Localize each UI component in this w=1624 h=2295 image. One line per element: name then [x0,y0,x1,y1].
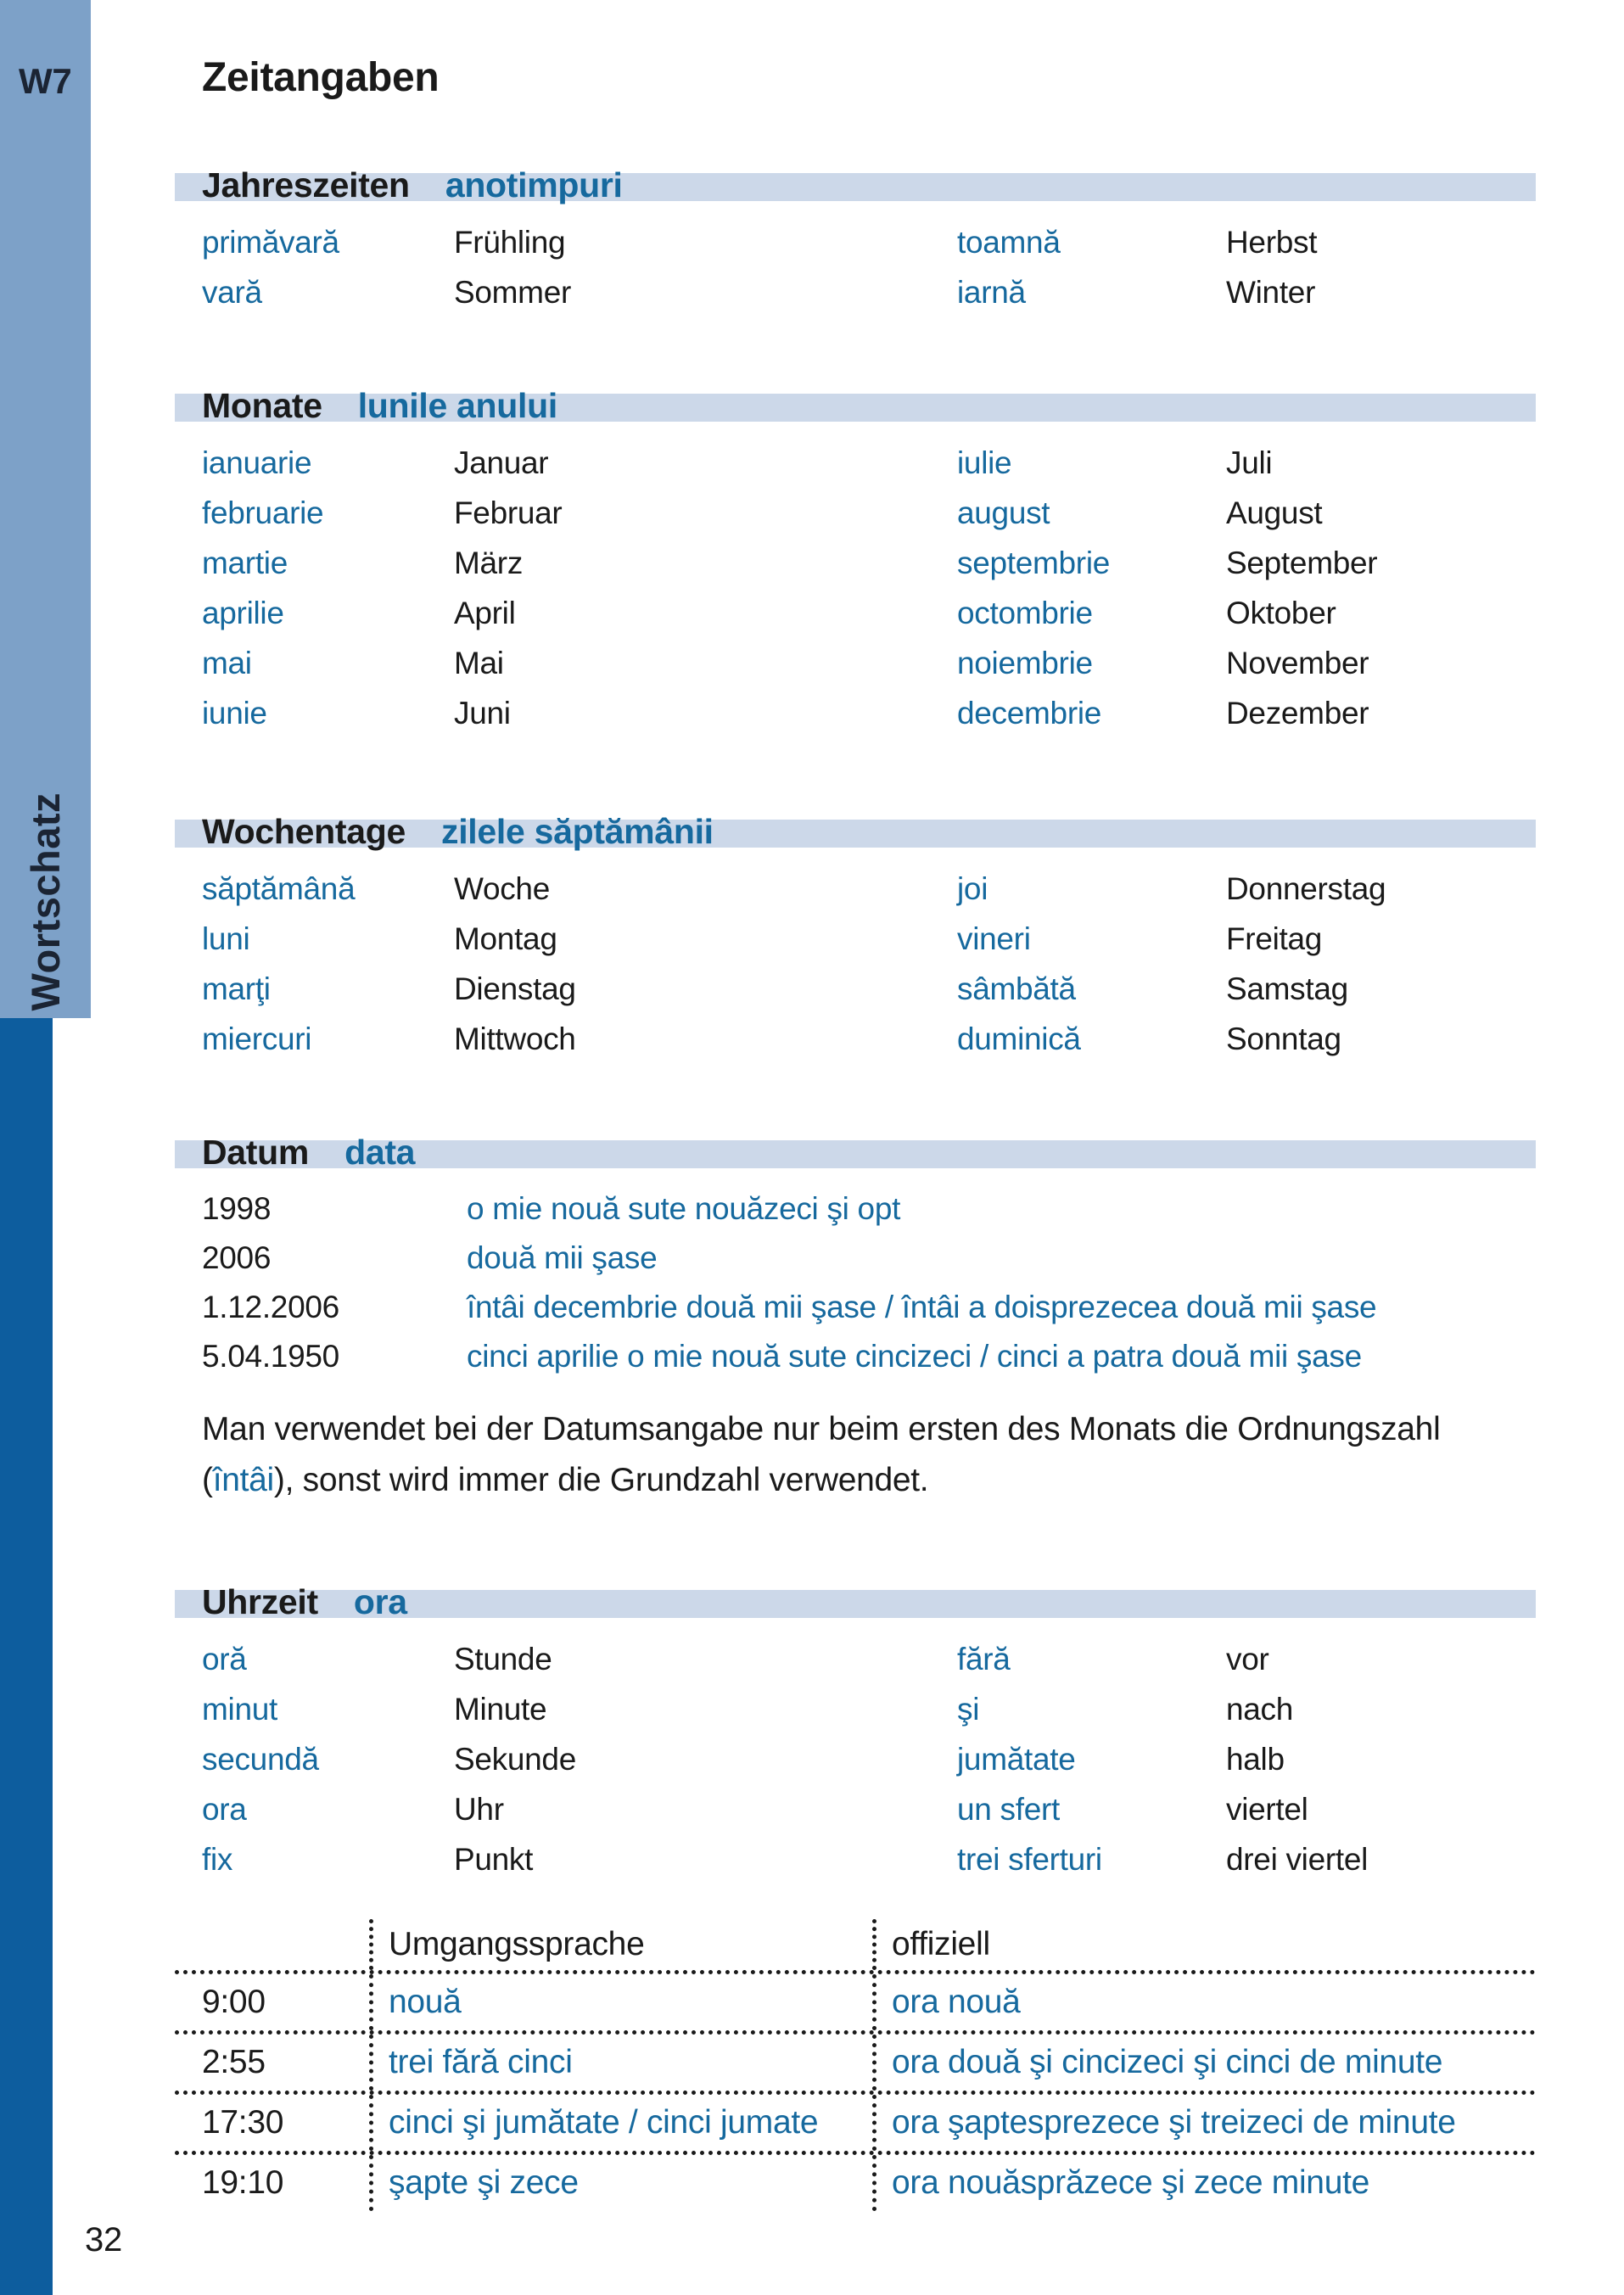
section-title-ro: ora [353,1582,407,1621]
cell: Punkt [454,1841,534,1877]
cell: Winter [1226,274,1316,310]
page-number: 32 [85,2221,122,2259]
section-wochentage [175,809,1536,1064]
table-row [202,1734,1536,1784]
cell: februarie [202,495,324,530]
cell: întâi decembrie două mii şase / întâi a doisprezecea două mii şase [467,1290,1377,1324]
note-text-before: Man verwendet bei der Datumsangabe nur beim ersten des Monats die Ordnungszahl ( [202,1411,1441,1498]
cell: septembrie [957,545,1111,580]
note-text-after: ), sonst wird immer die Grundzahl verwendet. [273,1462,929,1498]
cell: Herbst [1226,224,1318,260]
page-title: Zeitangaben [202,55,440,100]
section-title-de: Uhrzeit [202,1582,318,1621]
table-row [202,1684,1536,1734]
cell: luni [202,921,250,956]
table-row [202,1834,1536,1884]
cell: August [1226,495,1323,530]
table-row [202,1634,1536,1684]
cell: ora nouă [872,1974,1536,2030]
sidebar-label: Wortschatz [23,792,68,1011]
cell: Woche [454,870,550,906]
cell: primăvară [202,224,339,260]
table-row [175,2035,1536,2095]
table-row [202,1784,1536,1834]
table-row [202,964,1536,1014]
cell: iunie [202,695,267,730]
cell: duminică [957,1021,1081,1056]
table-row [202,1332,1536,1381]
cell: două mii şase [467,1240,658,1275]
cell: Mai [454,645,504,680]
section-title-ro: data [344,1133,416,1172]
table-header-row [175,1919,1536,1974]
section-uhrzeit [175,1580,1536,1884]
cell: 2:55 [202,2044,266,2080]
cell: 1998 [202,1191,272,1226]
cell: Montag [454,921,557,956]
cell: vineri [957,921,1031,956]
time-table [175,1919,1536,2211]
table-row [202,864,1536,914]
table-header-offiziell: offiziell [872,1919,1536,1970]
section-jahreszeiten [175,163,1536,317]
table-row [202,1234,1536,1283]
cell: fără [957,1641,1011,1676]
cell: April [454,595,516,630]
section-title-de: Jahreszeiten [202,165,410,204]
section-title-de: Monate [202,386,322,425]
cell: o mie nouă sute nouăzeci şi opt [467,1191,901,1226]
table-row [175,1974,1536,2035]
section-title-ro: zilele săptămânii [441,812,714,851]
cell: Dienstag [454,971,576,1006]
cell: September [1226,545,1378,580]
cell: nouă [369,1974,872,2030]
chapter-tab-label: W7 [19,61,72,101]
cell: jumătate [957,1741,1076,1777]
cell: 5.04.1950 [202,1339,339,1374]
section-header [175,1580,1536,1620]
cell: ora [202,1791,247,1827]
cell: ora două şi cincizeci şi cinci de minute [872,2035,1536,2091]
cell: halb [1226,1741,1285,1777]
cell: Donnerstag [1226,870,1386,906]
section-title-ro: anotimpuri [445,165,623,204]
date-examples [175,1184,1536,1381]
cell: august [957,495,1050,530]
cell: marţi [202,971,271,1006]
cell: Freitag [1226,921,1323,956]
cell: Juni [454,695,511,730]
cell: toamnă [957,224,1061,260]
table-row [202,914,1536,964]
note-paragraph [202,1404,1458,1506]
cell: Februar [454,495,563,530]
section-header [175,383,1536,424]
cell: şapte şi zece [369,2155,872,2211]
cell: oră [202,1641,247,1676]
section-title-de: Datum [202,1133,310,1172]
cell: joi [957,870,988,906]
cell: vor [1226,1641,1269,1676]
cell: cinci şi jumătate / cinci jumate [369,2095,872,2151]
table-header-umgangssprache: Umgangssprache [369,1919,872,1970]
table-row [202,638,1536,688]
table-row [175,2155,1536,2211]
section-title-ro: lunile anului [357,386,557,425]
cell: săptămână [202,870,356,906]
cell: trei fără cinci [369,2035,872,2091]
cell: fix [202,1841,233,1877]
table-header-empty [175,1919,369,1970]
table-row [175,2095,1536,2155]
table-row [202,438,1536,488]
sidebar-accent-bar [0,1018,53,2295]
vocab-rows [175,1634,1536,1884]
cell: noiembrie [957,645,1093,680]
cell: martie [202,545,288,580]
vocab-rows [175,217,1536,317]
cell: Stunde [454,1641,552,1676]
cell: vară [202,274,262,310]
cell: cinci aprilie o mie nouă sute cincizeci / cinci a patra două mii şase [467,1339,1362,1374]
cell: minut [202,1691,277,1727]
section-title-de: Wochentage [202,812,406,851]
cell: un sfert [957,1791,1060,1827]
cell: mai [202,645,252,680]
cell: ora şaptesprezece şi treizeci de minute [872,2095,1536,2151]
section-header [175,1130,1536,1171]
table-row [202,588,1536,638]
table-body [175,1974,1536,2211]
cell: octombrie [957,595,1093,630]
cell: decembrie [957,695,1102,730]
note-highlight: întâi [212,1462,274,1498]
table-row [202,1014,1536,1064]
cell: Sommer [454,274,571,310]
cell: trei sferturi [957,1841,1102,1877]
vocab-rows [175,438,1536,738]
cell: iulie [957,445,1012,480]
cell: aprilie [202,595,284,630]
table-row [202,488,1536,538]
cell: Frühling [454,224,566,260]
cell: Sonntag [1226,1021,1341,1056]
cell: drei viertel [1226,1841,1369,1877]
cell: Oktober [1226,595,1336,630]
cell: 17:30 [202,2104,284,2141]
table-row [202,1283,1536,1332]
cell: Minute [454,1691,547,1727]
table-row [202,688,1536,738]
section-header [175,163,1536,204]
cell: 9:00 [202,1984,266,2020]
cell: nach [1226,1691,1294,1727]
section-datum [175,1130,1536,1381]
cell: Januar [454,445,549,480]
cell: 19:10 [202,2164,284,2201]
table-row [202,538,1536,588]
cell: 2006 [202,1240,272,1275]
cell: März [454,545,524,580]
cell: 1.12.2006 [202,1290,339,1324]
cell: sâmbătă [957,971,1076,1006]
cell: Mittwoch [454,1021,576,1056]
cell: Sekunde [454,1741,576,1777]
table-row [202,1184,1536,1234]
cell: viertel [1226,1791,1308,1827]
wortschatz-sidebar [0,781,91,1022]
cell: Juli [1226,445,1273,480]
table-row [202,267,1536,317]
cell: November [1226,645,1369,680]
cell: Dezember [1226,695,1369,730]
cell: iarnă [957,274,1026,310]
table-row [202,217,1536,267]
cell: Samstag [1226,971,1348,1006]
section-monate [175,383,1536,738]
section-header [175,809,1536,850]
cell: şi [957,1691,980,1727]
cell: Uhr [454,1791,504,1827]
cell: ianuarie [202,445,312,480]
vocab-rows [175,864,1536,1064]
cell: secundă [202,1741,319,1777]
cell: miercuri [202,1021,312,1056]
cell: ora nouăsprăzece şi zece minute [872,2155,1536,2211]
